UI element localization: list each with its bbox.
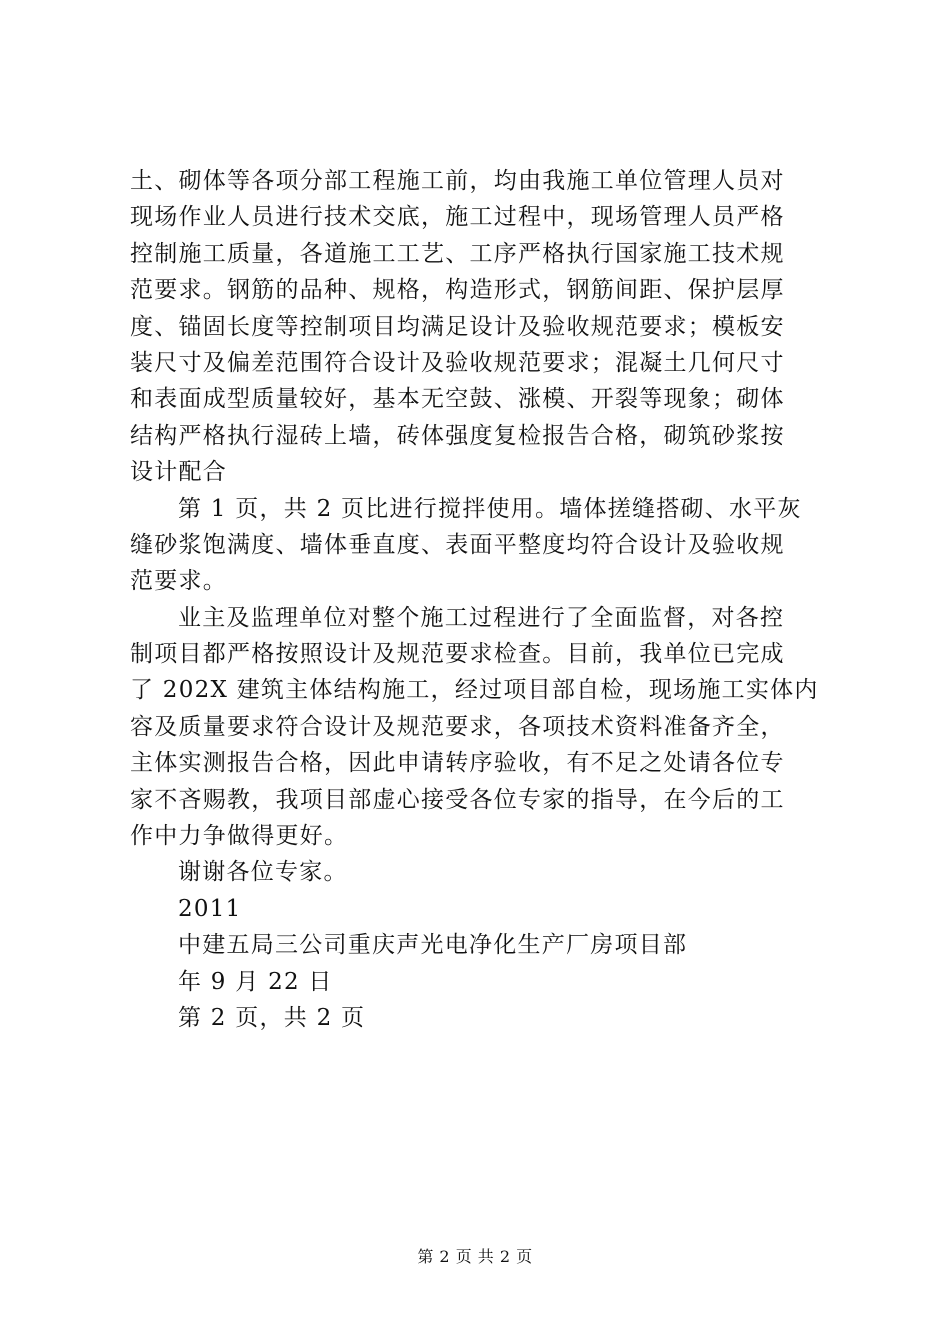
inline-page-marker: 第 2 页，共 2 页 <box>178 1004 366 1031</box>
signature-organization: 中建五局三公司重庆声光电净化生产厂房项目部 <box>178 932 688 959</box>
page-footer: 第 2 页 共 2 页 <box>417 1247 533 1266</box>
body-line: 业主及监理单位对整个施工过程进行了全面监督，对各控 <box>178 604 785 631</box>
body-line: 容及质量要求符合设计及规范要求，各项技术资料准备齐全， <box>130 713 785 740</box>
body-line: 主体实测报告合格，因此申请转序验收，有不足之处请各位专 <box>130 750 785 777</box>
body-line: 设计配合 <box>130 459 227 486</box>
date-year: 2011 <box>178 895 242 922</box>
body-line: 结构严格执行湿砖上墙，砖体强度复检报告合格，砌筑砂浆按 <box>130 422 785 449</box>
body-line: 装尺寸及偏差范围符合设计及验收规范要求；混凝土几何尺寸 <box>130 349 785 376</box>
body-line: 度、锚固长度等控制项目均满足设计及验收规范要求；模板安 <box>130 313 785 340</box>
document-body <box>130 163 830 1036</box>
body-line: 现场作业人员进行技术交底，施工过程中，现场管理人员严格 <box>130 204 785 231</box>
closing-thanks: 谢谢各位专家。 <box>178 859 348 886</box>
body-line: 缝砂浆饱满度、墙体垂直度、表面平整度均符合设计及验收规 <box>130 531 785 558</box>
body-line: 作中力争做得更好。 <box>130 823 349 850</box>
body-line: 家不吝赐教，我项目部虚心接受各位专家的指导，在今后的工 <box>130 786 785 813</box>
body-line: 土、砌体等各项分部工程施工前，均由我施工单位管理人员对 <box>130 168 785 194</box>
body-line: 第 1 页，共 2 页比进行搅拌使用。墙体搓缝搭砌、水平灰 <box>178 495 802 522</box>
body-line: 和表面成型质量较好，基本无空鼓、涨模、开裂等现象；砌体 <box>130 386 785 413</box>
body-line: 控制施工质量，各道施工工艺、工序严格执行国家施工技术规 <box>130 240 785 267</box>
body-line: 范要求。钢筋的品种、规格，构造形式，钢筋间距、保护层厚 <box>130 277 785 304</box>
body-line: 范要求。 <box>130 568 227 595</box>
date-month-day: 年 9 月 22 日 <box>178 968 333 995</box>
body-line: 了 202X 建筑主体结构施工，经过项目部自检，现场施工实体内 <box>130 677 819 704</box>
body-line: 制项目都严格按照设计及规范要求检查。目前，我单位已完成 <box>130 641 785 668</box>
